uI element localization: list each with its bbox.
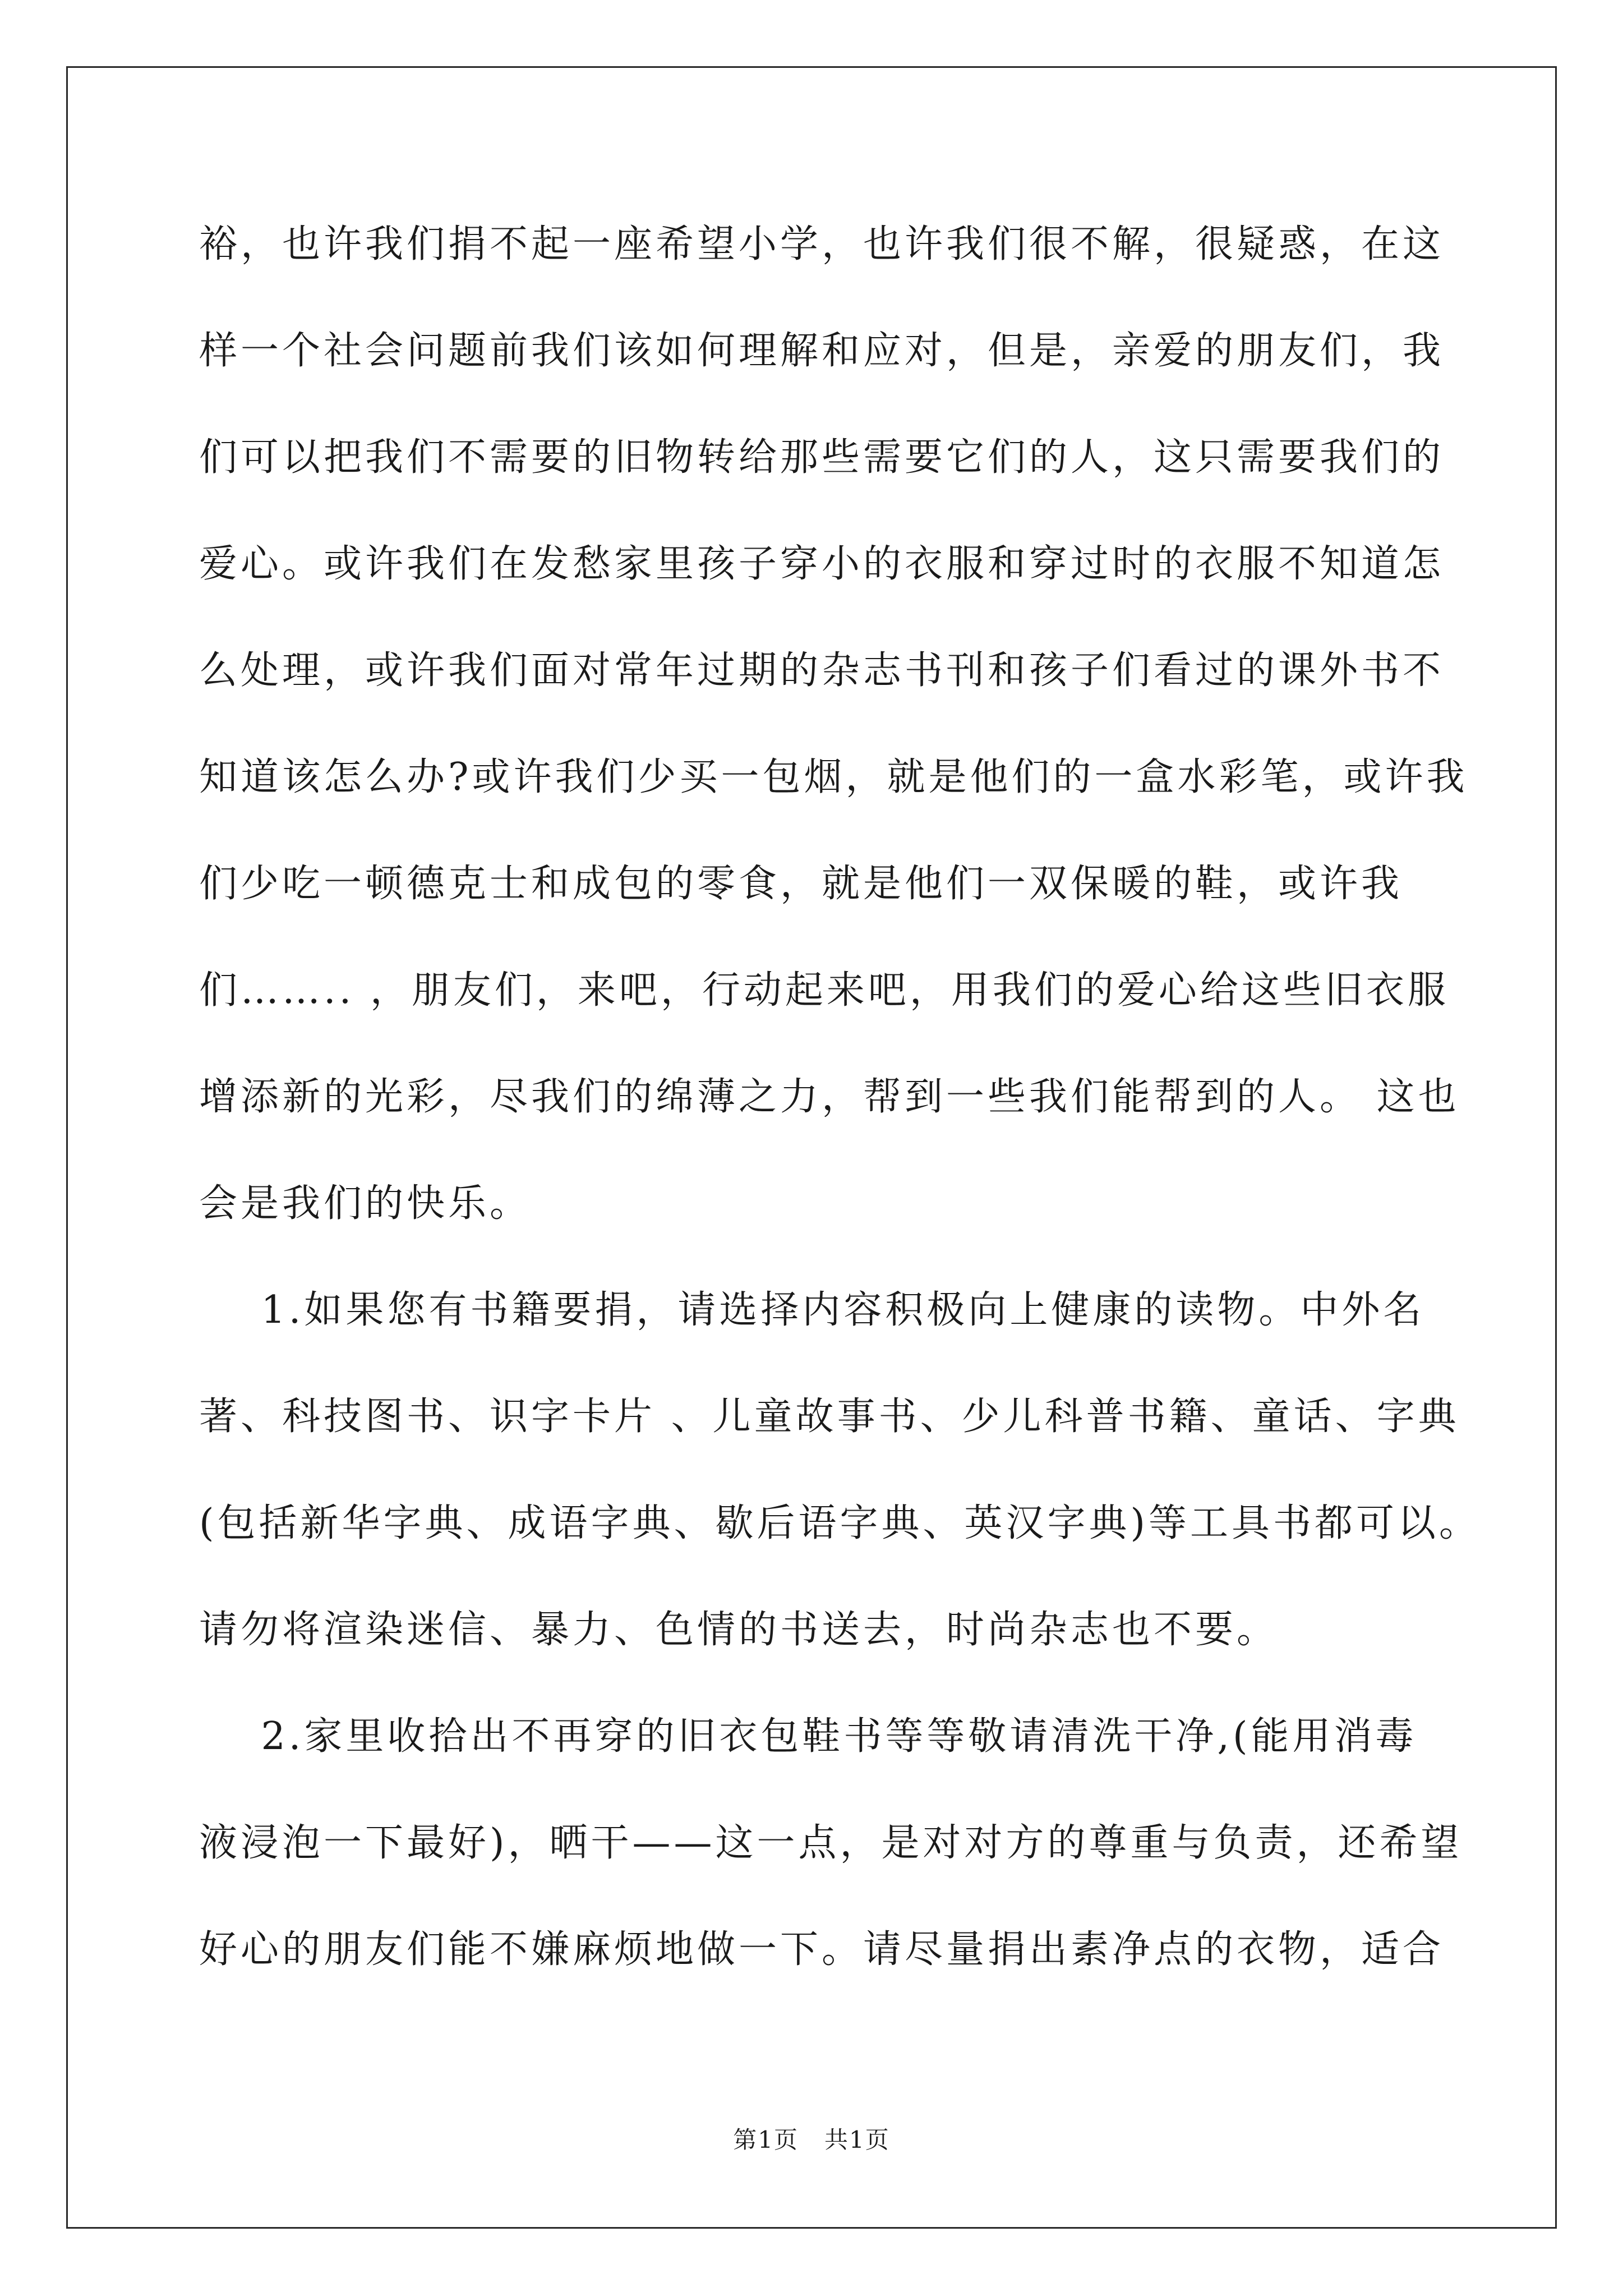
- page-footer: 第1页 共1页: [733, 2126, 890, 2154]
- document-body: [199, 213, 1481, 2025]
- body-line: 们少吃一顿德克士和成包的零食，就是他们一双保暖的鞋，或许我: [199, 862, 1403, 906]
- body-line: 请勿将渲染迷信、暴力、色情的书送去，时尚杂志也不要。: [199, 1608, 1279, 1652]
- body-line: 1.如果您有书籍要捐，请选择内容积极向上健康的读物。中外名: [199, 1288, 1425, 1332]
- body-line: 好心的朋友们能不嫌麻烦地做一下。请尽量捐出素净点的衣物，适合: [199, 1927, 1445, 1972]
- body-line: 知道该怎么办?或许我们少买一包烟，就是他们的一盒水彩笔，或许我: [199, 755, 1468, 799]
- body-line: 液浸泡一下最好)，晒干——这一点，是对对方的尊重与负责，还希望: [199, 1821, 1463, 1865]
- body-line: 增添新的光彩，尽我们的绵薄之力，帮到一些我们能帮到的人。 这也: [199, 1075, 1460, 1119]
- body-line: 们可以把我们不需要的旧物转给那些需要它们的人，这只需要我们的: [199, 435, 1445, 480]
- body-line: 们…….. ，朋友们，来吧，行动起来吧，用我们的爱心给这些旧衣服: [199, 968, 1449, 1013]
- body-line: (包括新华字典、成语字典、歇后语字典、英汉字典)等工具书都可以。: [199, 1501, 1481, 1545]
- body-line: 会是我们的快乐。: [199, 1181, 532, 1226]
- body-line: 样一个社会问题前我们该如何理解和应对，但是，亲爱的朋友们，我: [199, 329, 1445, 373]
- body-line: 著、科技图书、识字卡片 、儿童故事书、少儿科普书籍、童话、字典: [199, 1395, 1460, 1439]
- body-line: 爱心。或许我们在发愁家里孩子穿小的衣服和穿过时的衣服不知道怎: [199, 542, 1445, 586]
- body-line: 裕，也许我们捐不起一座希望小学，也许我们很不解，很疑惑，在这: [199, 222, 1445, 266]
- body-line: 么处理，或许我们面对常年过期的杂志书刊和孩子们看过的课外书不: [199, 648, 1445, 693]
- body-line: 2.家里收拾出不再穿的旧衣包鞋书等等敬请清洗干净,(能用消毒: [199, 1714, 1417, 1759]
